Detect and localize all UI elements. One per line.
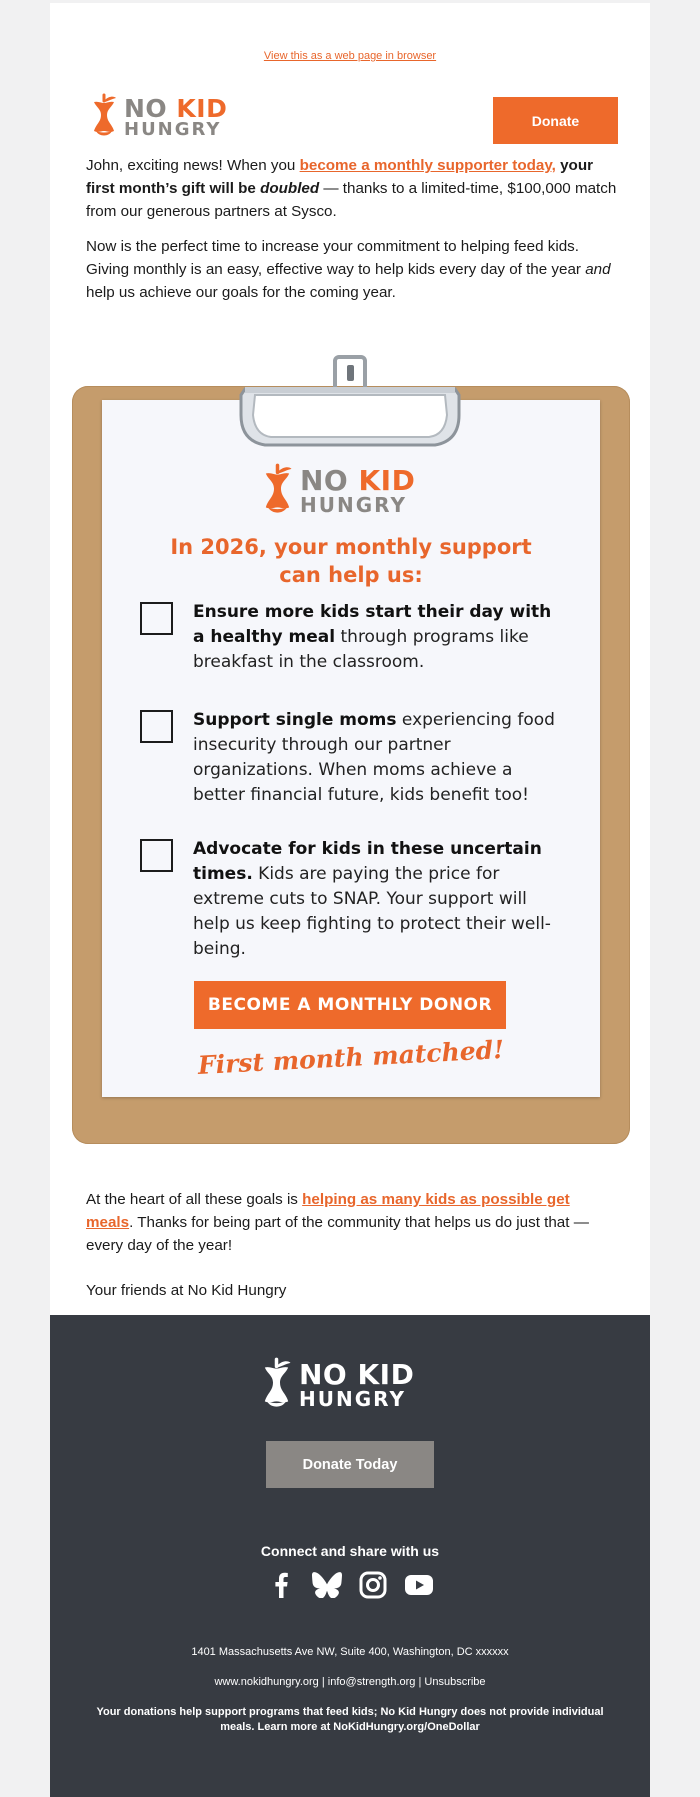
goal-checkbox: [140, 839, 173, 872]
youtube-icon[interactable]: [404, 1570, 434, 1600]
goal-checkbox: [140, 602, 173, 635]
footer-logo[interactable]: NO KID HUNGRY: [260, 1357, 414, 1413]
apple-core-icon: [90, 93, 118, 141]
donate-today-button[interactable]: Donate Today: [266, 1441, 434, 1488]
monthly-supporter-link[interactable]: become a monthly supporter today,: [299, 157, 556, 174]
clipboard-clip-icon: [215, 355, 485, 449]
signoff: Your friends at No Kid Hungry: [86, 1282, 287, 1299]
facebook-icon[interactable]: [266, 1570, 296, 1600]
logo-word-no: NO: [124, 93, 177, 123]
email-container: View this as a web page in browser NO KID HUNGRY Donate John, exciting news! When you become a monthly supporter today, your first month’s gift will be doubled — thanks to a limited-time, $100,000 match from our generous partners at Sysco. Now is the perfect time to increase your commitment to helping feed kids. Giving monthly is an easy, effective way to help kids every day of the year and help us achieve our goals for the coming year. NO KID HUNGRY In 2026, your monthly support can help us: Ensure more kids start their day with a healthy meal through programs like breakfast in the classroom. Support single moms experiencing food insecurity through our partner organizations. When moms achieve a better financial future, kids benefit too! Advocate for kids in these uncertain times. Kids are paying the price for extreme cuts to SNAP. Your support will help us keep fighting to protect their well-being. BECOME A MONTHLY DONOR First month matched! At the heart of all these goals is helping as many kids as possible get meals. Thanks for being part of the community that helps us do just that — every day of the year! Your friends at No Kid Hungry NO KID HUNGRY Donate Today Connect and share with us 1401 Massachusetts Ave NW, Suite 400, Washington, DC xxxxxx www.nokidhungry.org | info@strength.org | Unsubscribe Your donations help support programs that feed kids; No Kid Hungry does not provide individual meals. Learn more at NoKidHungry.org/OneDollar: [50, 3, 650, 1797]
donate-button[interactable]: Donate: [493, 97, 618, 144]
footer-disclaimer: Your donations help support programs that feed kids; No Kid Hungry does not provide individual meals. Learn more at NoKidHungry.org/OneDollar: [96, 1706, 604, 1733]
social-links: [50, 1570, 650, 1600]
footer-links: www.nokidhungry.org | info@strength.org | Unsubscribe: [214, 1676, 486, 1688]
footer-address: 1401 Massachusetts Ave NW, Suite 400, Washington, DC xxxxxx: [191, 1646, 509, 1658]
intro-paragraph-2: Now is the perfect time to increase your commitment to helping feed kids. Giving monthly is an easy, effective way to help kids every day of the year and help us achieve our goals for the coming year.: [86, 238, 611, 301]
helping-kids-link[interactable]: helping as many kids as possible get meals: [86, 1191, 570, 1231]
footer: [50, 1315, 650, 1797]
become-monthly-donor-button[interactable]: BECOME A MONTHLY DONOR: [194, 981, 506, 1029]
goal-checkbox: [140, 710, 173, 743]
bluesky-icon[interactable]: [312, 1570, 342, 1600]
intro-paragraph-1: John, exciting news! When you become a monthly supporter today, your first month’s gift will be doubled — thanks to a limited-time, $100,000 match from our generous partners at Sysco.: [86, 157, 617, 220]
apple-core-icon: [261, 463, 294, 519]
logo-word-kid: KID: [176, 93, 228, 123]
logo-word-hungry: HUNGRY: [124, 118, 222, 140]
email-link[interactable]: info@strength.org: [327, 1676, 416, 1688]
no-kid-hungry-logo[interactable]: [90, 93, 227, 141]
view-in-browser-link[interactable]: View this as a web page in browser: [263, 50, 437, 62]
clipboard-heading: In 2026, your monthly support can help us:: [170, 535, 532, 587]
paper-logo: NO KID HUNGRY: [261, 463, 415, 519]
website-link[interactable]: www.nokidhungry.org: [214, 1676, 319, 1688]
apple-core-icon: [260, 1357, 293, 1413]
unsubscribe-link[interactable]: Unsubscribe: [424, 1676, 486, 1688]
connect-heading: Connect and share with us: [260, 1543, 440, 1559]
instagram-icon[interactable]: [358, 1570, 388, 1600]
closing-paragraph: At the heart of all these goals is helping as many kids as possible get meals. Thanks for being part of the community that helps us do just that — every day of the year!: [86, 1191, 589, 1254]
first-month-matched-text: First month matched!: [197, 1035, 505, 1080]
